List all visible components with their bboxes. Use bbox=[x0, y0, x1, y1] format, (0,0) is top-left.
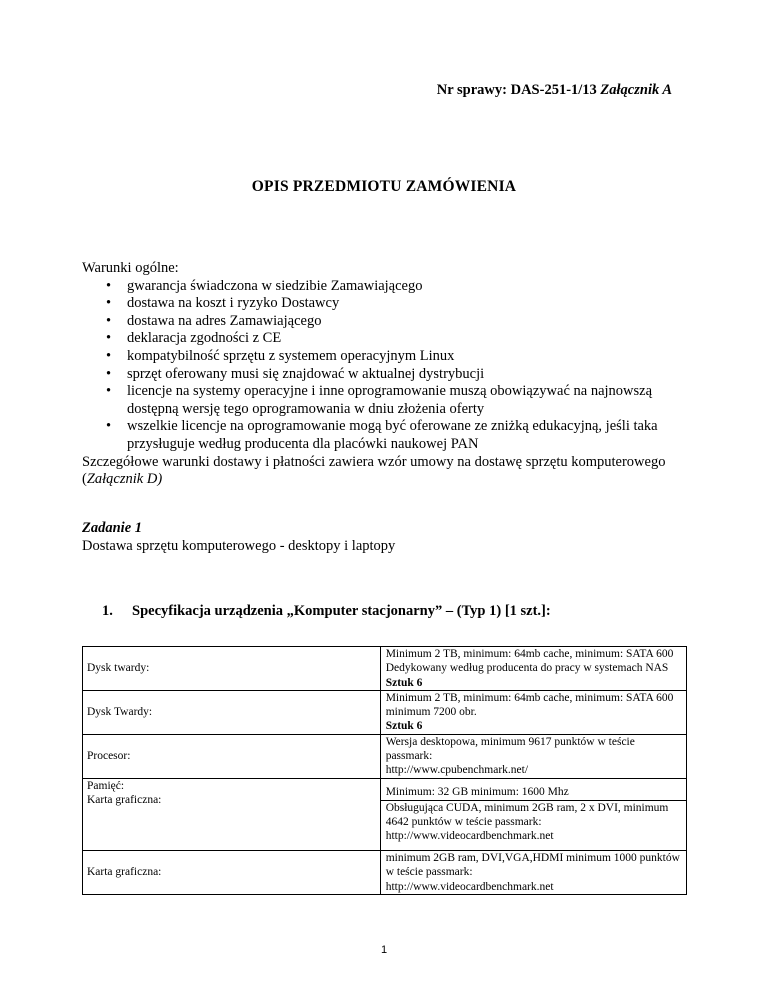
value-line: minimum 2GB ram, DVI,VGA,HDMI minimum 1000 punktów w teście passmark: bbox=[385, 852, 680, 879]
condition-item: • licencje na systemy operacyjne i inne oprogramowanie muszą obowiązywać na najnowszą dostępną wersję tego oprogramowania w dniu złożenia oferty bbox=[127, 383, 692, 418]
row-value bbox=[380, 778, 686, 850]
details-annex: Załącznik D) bbox=[86, 471, 163, 488]
row-label: Karta graficzna: bbox=[83, 851, 381, 895]
row-label-text: Pamięć: bbox=[87, 779, 125, 792]
page-number: 1 bbox=[380, 944, 388, 956]
case-number-text: Nr sprawy: DAS-251-1/13 bbox=[436, 82, 597, 98]
quantity-note: Sztuk 6 bbox=[385, 676, 423, 689]
table-row bbox=[83, 778, 687, 850]
annex-label: Załącznik A bbox=[600, 82, 672, 98]
condition-item: • dostawa na koszt i ryzyko Dostawcy bbox=[127, 295, 692, 313]
table-row bbox=[83, 647, 687, 691]
value-line: http://www.videocardbenchmark.net bbox=[385, 830, 554, 843]
value-line: http://www.cpubenchmark.net/ bbox=[385, 764, 529, 777]
general-conditions-heading: Warunki ogólne: bbox=[82, 260, 179, 276]
case-number bbox=[437, 82, 672, 99]
spec-table bbox=[82, 646, 687, 895]
condition-item: • deklaracja zgodności z CE bbox=[127, 330, 692, 348]
value-line: Obsługująca CUDA, minimum 2GB ram, 2 x DVI, minimum 4642 punktów w teście passmark: bbox=[385, 801, 669, 828]
value-line: Minimum 2 TB, minimum: 64mb cache, minimum: SATA 600 minimum 7200 obr. bbox=[385, 691, 674, 719]
quantity-note: Sztuk 6 bbox=[385, 720, 423, 733]
details-text: Szczegółowe warunki dostawy i płatności zawiera wzór umowy na dostawę sprzętu komputerowego ( bbox=[82, 453, 666, 488]
row-label bbox=[83, 778, 381, 850]
value-line: http://www.videocardbenchmark.net bbox=[385, 880, 554, 893]
value-line: Minimum: 32 GB minimum: 1600 Mhz bbox=[381, 785, 686, 800]
row-value bbox=[380, 647, 686, 691]
details-paragraph bbox=[82, 454, 692, 489]
general-conditions bbox=[82, 260, 692, 489]
value-line: Minimum 2 TB, minimum: 64mb cache, minimum: SATA 600 bbox=[385, 648, 674, 660]
table-row bbox=[83, 734, 687, 778]
task-title: Zadanie 1 bbox=[82, 520, 143, 536]
table-row bbox=[83, 690, 687, 734]
table-row bbox=[83, 851, 687, 895]
task-subtitle: Dostawa sprzętu komputerowego - desktopy i laptopy bbox=[82, 537, 396, 554]
condition-item: • wszelkie licencje na oprogramowanie mogą być oferowane ze zniżką edukacyjną, jeśli taka przysługuje według producenta dla placówki naukowej PAN bbox=[127, 418, 692, 453]
row-value bbox=[380, 851, 686, 895]
document-title: OPIS PRZEDMIOTU ZAMÓWIENIA bbox=[251, 178, 517, 195]
spec-heading bbox=[102, 603, 551, 620]
condition-item: • gwarancja świadczona w siedzibie Zamawiającego bbox=[127, 278, 692, 296]
row-label: Procesor: bbox=[83, 734, 381, 778]
task-section bbox=[82, 520, 395, 555]
condition-item: • sprzęt oferowany musi się znajdować w aktualnej dystrybucji bbox=[127, 366, 692, 384]
spec-heading-text: Specyfikacja urządzenia „Komputer stacjonarny” – (Typ 1) [1 szt.]: bbox=[132, 603, 551, 619]
value-line: Dedykowany według producenta do pracy w systemach NAS bbox=[385, 662, 669, 675]
condition-item: • dostawa na adres Zamawiającego bbox=[127, 313, 692, 331]
conditions-list bbox=[82, 278, 692, 454]
row-value bbox=[380, 690, 686, 734]
spec-number: 1. bbox=[102, 603, 113, 619]
row-label: Dysk Twardy: bbox=[83, 690, 381, 734]
row-label: Dysk twardy: bbox=[83, 647, 381, 691]
condition-item: • kompatybilność sprzętu z systemem operacyjnym Linux bbox=[127, 348, 692, 366]
row-value bbox=[380, 734, 686, 778]
value-line: Wersja desktopowa, minimum 9617 punktów w teście passmark: bbox=[385, 735, 635, 763]
row-label-text: Karta graficzna: bbox=[87, 793, 162, 806]
